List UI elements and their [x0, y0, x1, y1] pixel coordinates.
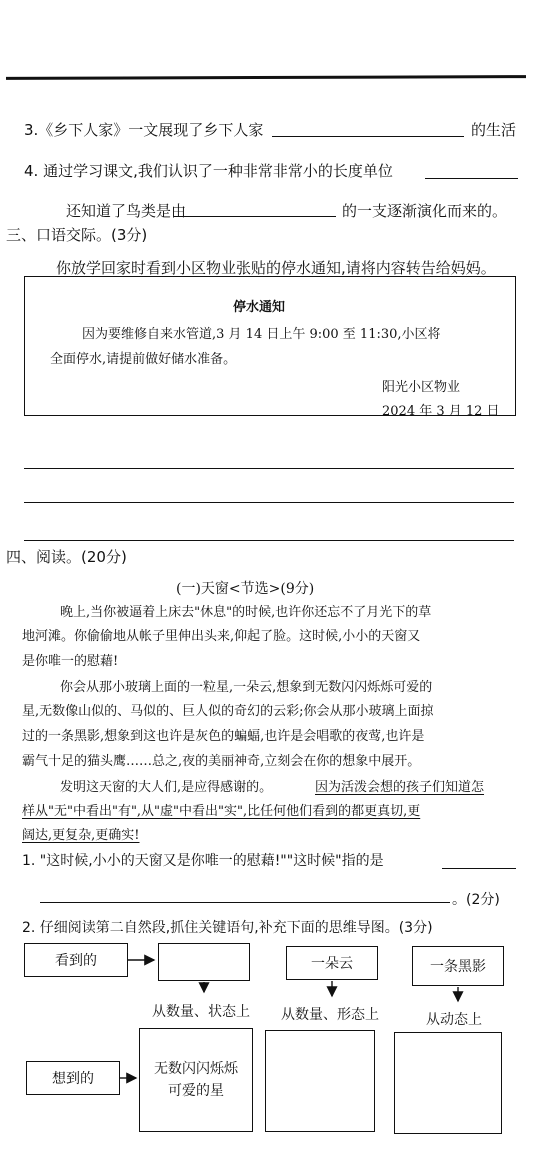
- passage-p3-line2-underlined: 样从"无"中看出"有",从"虚"中看出"实",比任何他们看到的都更真切,更: [22, 804, 421, 819]
- q3-answer-blank[interactable]: [272, 136, 464, 137]
- passage-p2-line1: 你会从那小玻璃上面的一粒星,一朵云,想象到无数闪闪烁烁可爱的: [60, 680, 433, 695]
- notice-signer: 阳光小区物业: [382, 380, 461, 395]
- passage-title: (一)天窗<节选>(9分): [176, 581, 315, 597]
- rq1-answer-blank-2[interactable]: [40, 902, 450, 903]
- notice-body-line2: 全面停水,请提前做好储水准备。: [50, 352, 237, 367]
- passage-p1-line3: 是你唯一的慰藉!: [22, 654, 119, 669]
- mindmap-hint-2: 从数量、形态上: [281, 1007, 379, 1023]
- passage-p1-line1: 晚上,当你被逼着上床去"休息"的时候,也许你还忘不了月光下的草: [60, 605, 432, 620]
- passage-p2-line2: 星,无数像山似的、马似的、巨人似的奇幻的云彩;你会从那小玻璃上面掠: [22, 704, 434, 719]
- q4-answer-blank-2[interactable]: [174, 216, 336, 217]
- section-3-heading: 三、口语交际。(3分): [6, 226, 148, 244]
- question-4-line2: 还知道了鸟类是由: [66, 202, 187, 220]
- question-3: 3.《乡下人家》一文展现了乡下人家: [24, 121, 264, 139]
- mindmap-hint-3: 从动态上: [426, 1012, 482, 1028]
- mindmap-imagined-box: [26, 1061, 120, 1095]
- notice-date: 2024 年 3 月 12 日: [382, 404, 500, 419]
- page-top-rule: [6, 75, 526, 80]
- section-4-heading: 四、阅读。(20分): [6, 548, 127, 566]
- question-3-suffix: 的生活: [471, 121, 517, 139]
- answer-line-2[interactable]: [24, 502, 514, 503]
- mindmap-star-answer-box: [139, 1028, 253, 1132]
- rq1-answer-blank-1[interactable]: [442, 868, 516, 869]
- mindmap-seen-label: 看到的: [55, 953, 97, 969]
- passage-p1-line2: 地河滩。你偷偷地从帐子里伸出头来,仰起了脸。这时候,小小的天窗又: [22, 629, 421, 644]
- reading-question-1: 1. "这时候,小小的天窗又是你唯一的慰藉!""这时候"指的是: [22, 853, 384, 869]
- mindmap-answer-box-shadow[interactable]: [394, 1032, 502, 1134]
- notice-body-line1: 因为要维修自来水管道,3 月 14 日上午 9:00 至 11:30,小区将: [82, 327, 441, 342]
- notice-title: 停水通知: [233, 300, 286, 315]
- mindmap-hint-1: 从数量、状态上: [152, 1004, 250, 1020]
- q4-answer-blank-1[interactable]: [425, 178, 518, 179]
- question-4-line2-suffix: 的一支逐渐演化而来的。: [342, 202, 508, 220]
- question-4: 4. 通过学习课文,我们认识了一种非常非常小的长度单位: [24, 162, 393, 180]
- answer-line-1[interactable]: [24, 468, 514, 469]
- reading-question-1-score: 。(2分): [452, 892, 500, 908]
- mindmap-cloud-label: 一朵云: [311, 956, 353, 972]
- answer-line-3[interactable]: [24, 540, 514, 541]
- mindmap-shadow-box: [412, 946, 504, 986]
- mindmap-answer-box-cloud[interactable]: [265, 1030, 375, 1132]
- mindmap-star-answer: 无数闪闪烁烁可爱的星: [154, 1061, 238, 1099]
- mindmap-cloud-box: [286, 946, 378, 980]
- mindmap-shadow-label: 一条黑影: [430, 959, 486, 975]
- passage-p2-line4: 霸气十足的猫头鹰……总之,夜的美丽神奇,立刻会在你的想象中展开。: [22, 754, 421, 769]
- passage-p2-line3: 过的一条黑影,想象到这也许是灰色的蝙蝠,也许是会唱歌的夜莺,也许是: [22, 729, 425, 744]
- passage-p3-line1a: 发明这天窗的大人们,是应得感谢的。: [60, 780, 273, 795]
- reading-question-2: 2. 仔细阅读第二自然段,抓住关键语句,补充下面的思维导图。(3分): [22, 920, 433, 936]
- mindmap-imagined-label: 想到的: [52, 1071, 94, 1087]
- mindmap-seen-box: [24, 943, 128, 977]
- mindmap-answer-box-star[interactable]: [158, 943, 250, 981]
- passage-p3-line3-underlined: 阔达,更复杂,更确实!: [22, 828, 140, 843]
- section-3-prompt: 你放学回家时看到小区物业张贴的停水通知,请将内容转告给妈妈。: [56, 259, 496, 277]
- passage-p3-line1b-underlined: 因为活泼会想的孩子们知道怎: [315, 780, 485, 795]
